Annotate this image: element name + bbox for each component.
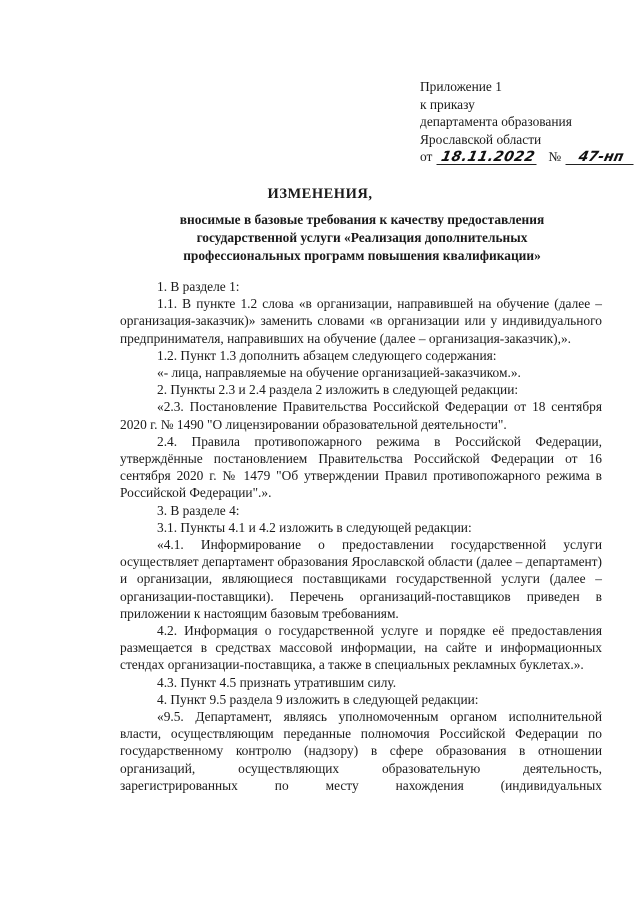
paragraph: «9.5. Департамент, являясь уполномоченным органом исполнительной власти, осуществляющим переданные полномочия Российской Федерации по государственному контролю (надзору) в сфере образования в отношении организаций, осуществляющих образовательную деятельность, зарегистрированных по месту нахождения (индивидуальных	[120, 709, 602, 793]
paragraph: 2. Пункты 2.3 и 2.4 раздела 2 изложить в следующей редакции:	[157, 382, 519, 398]
annex-line-2: к приказу	[420, 96, 475, 112]
paragraph: 1.2. Пункт 1.3 дополнить абзацем следующего содержания:	[157, 347, 497, 363]
handwritten-number: 47-нп	[566, 150, 637, 165]
document-body	[120, 278, 602, 794]
paragraph: 2.4. Правила противопожарного режима в Российской Федерации, утверждённые постановлением Правительства Российской Федерации от 16 сентября 2020 г. № 1479 "Об утверждении Правил противопожарного режима в Российской Федерации".».	[120, 433, 602, 501]
document-title: ИЗМЕНЕНИЯ,	[267, 186, 373, 202]
date-prefix: от	[420, 149, 433, 164]
handwritten-date: 18.11.2022	[437, 150, 540, 165]
annex-header	[420, 78, 635, 166]
paragraph: «4.1. Информирование о предоставлении государственной услуги осуществляет департамент образования Ярославской области (далее – департамент) и организации, являющиеся поставщиками государственной услуги (далее – организации-поставщики). Перечень организаций-поставщиков приведен в приложении к настоящим базовым требованиям.	[120, 537, 602, 621]
paragraph: 1.1. В пункте 1.2 слова «в организации, направившей на обучение (далее – организация-заказчик)» заменить словами «в организации или у индивидуального предпринимателя, направивших на обучение (далее – организация-заказчик),».	[120, 296, 602, 346]
annex-line-3: департамента образования	[420, 114, 572, 129]
paragraph: «2.3. Постановление Правительства Российской Федерации от 18 сентября 2020 г. № 1490 "О лицензировании образовательной деятельности".	[120, 399, 602, 432]
paragraph: 4. Пункт 9.5 раздела 9 изложить в следующей редакции:	[157, 691, 479, 707]
paragraph: «- лица, направляемые на обучение организацией-заказчиком.».	[157, 365, 521, 381]
annex-date-line	[420, 148, 635, 166]
document-subtitle: вносимые в базовые требования к качеству предоставления государственной услуги «Реализация дополнительных профессиональных программ повышения квалификации»	[179, 212, 545, 263]
paragraph: 1. В разделе 1:	[157, 279, 240, 294]
paragraph: 4.3. Пункт 4.5 признать утратившим силу.	[157, 674, 397, 690]
annex-line-4: Ярославской области	[420, 131, 542, 147]
number-sign: №	[548, 149, 562, 164]
annex-line-1: Приложение 1	[420, 79, 502, 94]
paragraph: 3. В разделе 4:	[157, 502, 240, 518]
paragraph: 4.2. Информация о государственной услуге и порядке её предоставления размещается в средствах массовой информации, на сайте и информационных стендах организации-поставщика, а также в специальных рекламных буклетах.».	[120, 623, 602, 673]
paragraph: 3.1. Пункты 4.1 и 4.2 изложить в следующей редакции:	[157, 519, 472, 535]
